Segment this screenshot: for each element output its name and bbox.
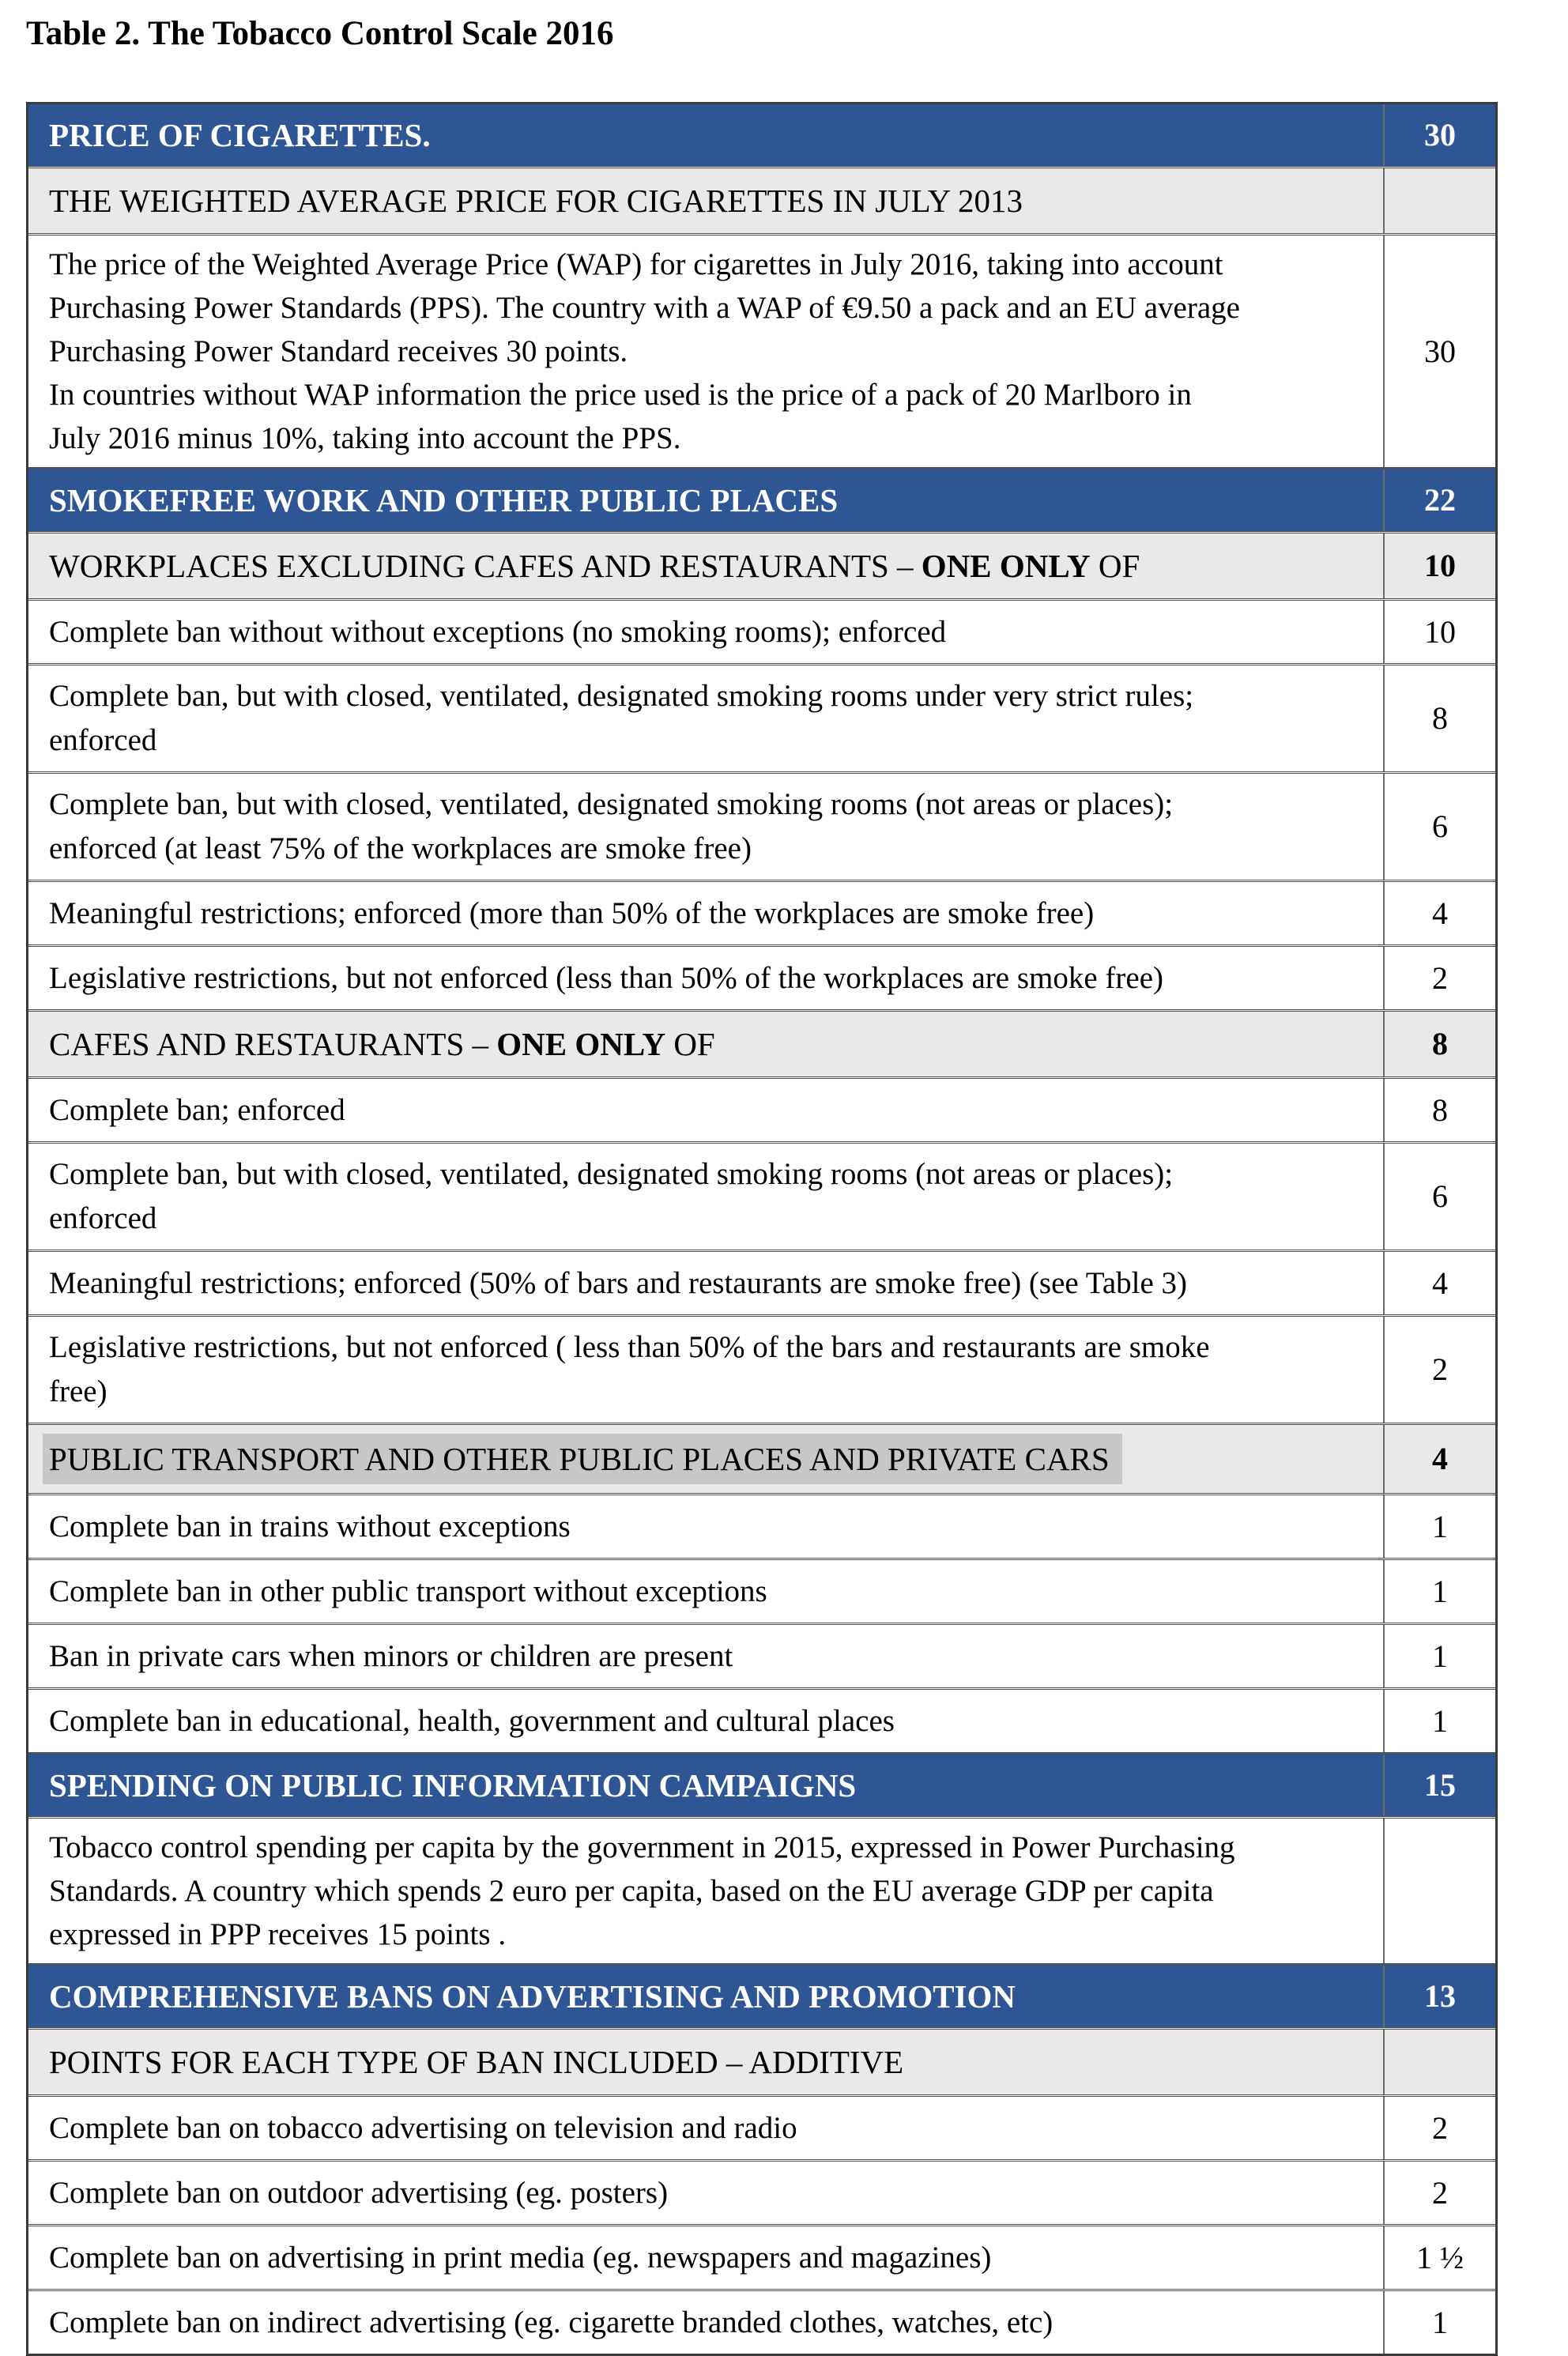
- label-bold-text: ONE ONLY: [496, 1026, 666, 1062]
- label-line: Complete ban without without exceptions (no smoking rooms); enforced: [49, 614, 947, 649]
- label-line: Complete ban, but with closed, ventilated, designated smoking rooms (not areas or places);: [49, 1157, 1174, 1191]
- row-label: [28, 1625, 1383, 1687]
- label-line: Complete ban on indirect advertising (eg. cigarette branded clothes, watches, etc): [49, 2305, 1054, 2339]
- label-text: OF: [665, 1026, 715, 1062]
- table-row: [28, 2094, 1495, 2159]
- row-points-value: 1: [1383, 1495, 1495, 1558]
- row-label: [28, 1819, 1383, 1963]
- label-line: Purchasing Power Standard receives 30 points.: [49, 334, 628, 368]
- row-points-value: 6: [1383, 1144, 1495, 1250]
- label-line: [49, 544, 1363, 588]
- table-row: [28, 944, 1495, 1009]
- table-row-subheader: [28, 2027, 1495, 2094]
- row-points-value: 2: [1383, 2097, 1495, 2159]
- row-points-value: 4: [1383, 1252, 1495, 1314]
- table-row: [28, 1493, 1495, 1558]
- label-line: enforced: [49, 723, 157, 757]
- table-row: [28, 1076, 1495, 1141]
- table-row: [28, 771, 1495, 880]
- table-row: [28, 1623, 1495, 1687]
- table-row-section-header: [28, 467, 1495, 531]
- label-text: OF: [1090, 548, 1140, 584]
- row-label: [28, 2162, 1383, 2224]
- row-points-value: 1: [1383, 1560, 1495, 1623]
- label-line: Complete ban in trains without exceptions: [49, 1509, 571, 1544]
- label-line: Ban in private cars when minors or children are present: [49, 1638, 733, 1673]
- label-line: enforced: [49, 1201, 157, 1235]
- label-line: Complete ban on advertising in print media (eg. newspapers and magazines): [49, 2240, 992, 2275]
- row-label: COMPREHENSIVE BANS ON ADVERTISING AND PROMOTION: [49, 1978, 1016, 2015]
- table-row-subheader: [28, 531, 1495, 598]
- table-row: [28, 2159, 1495, 2224]
- label-line: Standards. A country which spends 2 euro per capita, based on the EU average GDP per capita: [49, 1874, 1214, 1908]
- row-label: [28, 2226, 1383, 2289]
- table-row-section-header: [28, 1752, 1495, 1816]
- row-label: SPENDING ON PUBLIC INFORMATION CAMPAIGNS: [49, 1767, 857, 1804]
- row-points-value: 2: [1383, 947, 1495, 1009]
- row-label: [28, 1144, 1383, 1250]
- row-label: SMOKEFREE WORK AND OTHER PUBLIC PLACES: [49, 482, 839, 518]
- row-label: [28, 882, 1383, 944]
- highlighted-label: PUBLIC TRANSPORT AND OTHER PUBLIC PLACES AND PRIVATE CARS: [43, 1434, 1122, 1484]
- row-points-value: 10: [1383, 533, 1495, 598]
- label-text: WORKPLACES EXCLUDING CAFES AND RESTAURANTS –: [49, 548, 922, 584]
- page-title: Table 2. The Tobacco Control Scale 2016: [26, 15, 614, 52]
- row-points-value: 6: [1383, 774, 1495, 880]
- label-line: expressed in PPP receives 15 points .: [49, 1917, 507, 1951]
- table-row: [28, 1314, 1495, 1423]
- row-points-value: 13: [1383, 1966, 1495, 2027]
- table-row: [28, 233, 1495, 467]
- table-row: [28, 1250, 1495, 1314]
- row-points-value: 1: [1383, 1690, 1495, 1752]
- row-label: [28, 1495, 1383, 1558]
- row-label: [28, 1012, 1383, 1076]
- document-page: [0, 14, 1568, 2340]
- label-line: Complete ban; enforced: [49, 1092, 345, 1127]
- row-points-value: 1: [1383, 2291, 1495, 2354]
- label-line: Meaningful restrictions; enforced (more than 50% of the workplaces are smoke free): [49, 895, 1095, 930]
- label-line: Complete ban in educational, health, government and cultural places: [49, 1703, 895, 1738]
- label-line: Complete ban on outdoor advertising (eg. posters): [49, 2175, 669, 2210]
- label-line: Complete ban, but with closed, ventilated, designated smoking rooms under very strict rules;: [49, 679, 1194, 713]
- row-label: [28, 533, 1383, 598]
- table-row: [28, 1687, 1495, 1752]
- row-label: [28, 774, 1383, 880]
- row-points-value: 15: [1383, 1755, 1495, 1816]
- label-line: Complete ban on tobacco advertising on television and radio: [49, 2110, 797, 2145]
- label-line: free): [49, 1374, 107, 1408]
- row-label: [28, 665, 1383, 771]
- row-label: [28, 1560, 1383, 1623]
- table-row-section-header: [28, 1963, 1495, 2027]
- label-line: The price of the Weighted Average Price (WAP) for cigarettes in July 2016, taking into account: [49, 247, 1223, 281]
- label-line: Legislative restrictions, but not enforced (less than 50% of the workplaces are smoke free): [49, 960, 1163, 995]
- label-line: Meaningful restrictions; enforced (50% of bars and restaurants are smoke free) (see Table 3): [49, 1265, 1188, 1300]
- row-label: [28, 1425, 1383, 1493]
- row-label: [28, 601, 1383, 663]
- row-points-value: 4: [1383, 1425, 1495, 1493]
- table-row: [28, 598, 1495, 663]
- label-line: In countries without WAP information the price used is the price of a pack of 20 Marlboro in: [49, 378, 1192, 412]
- table-row: [28, 2224, 1495, 2289]
- label-line: enforced (at least 75% of the workplaces are smoke free): [49, 831, 752, 865]
- table-row: [28, 1141, 1495, 1250]
- table-row: [28, 2289, 1495, 2354]
- row-points-value: 8: [1383, 665, 1495, 771]
- tobacco-control-scale-table: [26, 102, 1498, 2356]
- row-points-value: 22: [1383, 469, 1495, 531]
- row-label: [28, 2097, 1383, 2159]
- table-row: [28, 1558, 1495, 1623]
- table-row-section-header: [28, 104, 1495, 166]
- row-label: [28, 236, 1383, 467]
- label-line: Legislative restrictions, but not enforced ( less than 50% of the bars and restaurants are smoke: [49, 1330, 1210, 1364]
- row-label: [28, 1690, 1383, 1752]
- row-points-value: [1383, 1819, 1495, 1963]
- row-points-value: 4: [1383, 882, 1495, 944]
- table-row: [28, 880, 1495, 944]
- table-row-subheader: [28, 1009, 1495, 1076]
- label-text: CAFES AND RESTAURANTS –: [49, 1026, 497, 1062]
- table-row: [28, 1816, 1495, 1963]
- label-line: July 2016 minus 10%, taking into account the PPS.: [49, 421, 681, 455]
- row-label: [28, 947, 1383, 1009]
- label-line: Tobacco control spending per capita by the government in 2015, expressed in Power Purchasing: [49, 1830, 1235, 1864]
- row-label: POINTS FOR EACH TYPE OF BAN INCLUDED – ADDITIVE: [49, 2044, 904, 2080]
- row-label: [28, 1252, 1383, 1314]
- row-points-value: 8: [1383, 1079, 1495, 1141]
- row-points-value: 10: [1383, 601, 1495, 663]
- label-line: Purchasing Power Standards (PPS). The country with a WAP of €9.50 a pack and an EU average: [49, 291, 1240, 325]
- row-label: THE WEIGHTED AVERAGE PRICE FOR CIGARETTES IN JULY 2013: [49, 183, 1023, 219]
- row-points-value: 30: [1383, 236, 1495, 467]
- label-line: [49, 1022, 1363, 1066]
- row-points-value: 8: [1383, 1012, 1495, 1076]
- row-points-value: [1383, 168, 1495, 233]
- label-bold-text: ONE ONLY: [921, 548, 1091, 584]
- row-points-value: 1 ½: [1383, 2226, 1495, 2289]
- row-label: [28, 1079, 1383, 1141]
- table-row: [28, 663, 1495, 771]
- row-points-value: 2: [1383, 1317, 1495, 1423]
- label-line: Complete ban, but with closed, ventilated, designated smoking rooms (not areas or places);: [49, 787, 1174, 821]
- row-points-value: 30: [1383, 104, 1495, 166]
- row-points-value: 1: [1383, 1625, 1495, 1687]
- table-row-subheader: [28, 166, 1495, 233]
- table-row-subheader: [28, 1423, 1495, 1493]
- row-label: [28, 2291, 1383, 2354]
- row-label: [28, 1317, 1383, 1423]
- label-line: Complete ban in other public transport without exceptions: [49, 1574, 767, 1608]
- row-points-value: [1383, 2030, 1495, 2094]
- row-label: PRICE OF CIGARETTES.: [49, 117, 431, 153]
- row-points-value: 2: [1383, 2162, 1495, 2224]
